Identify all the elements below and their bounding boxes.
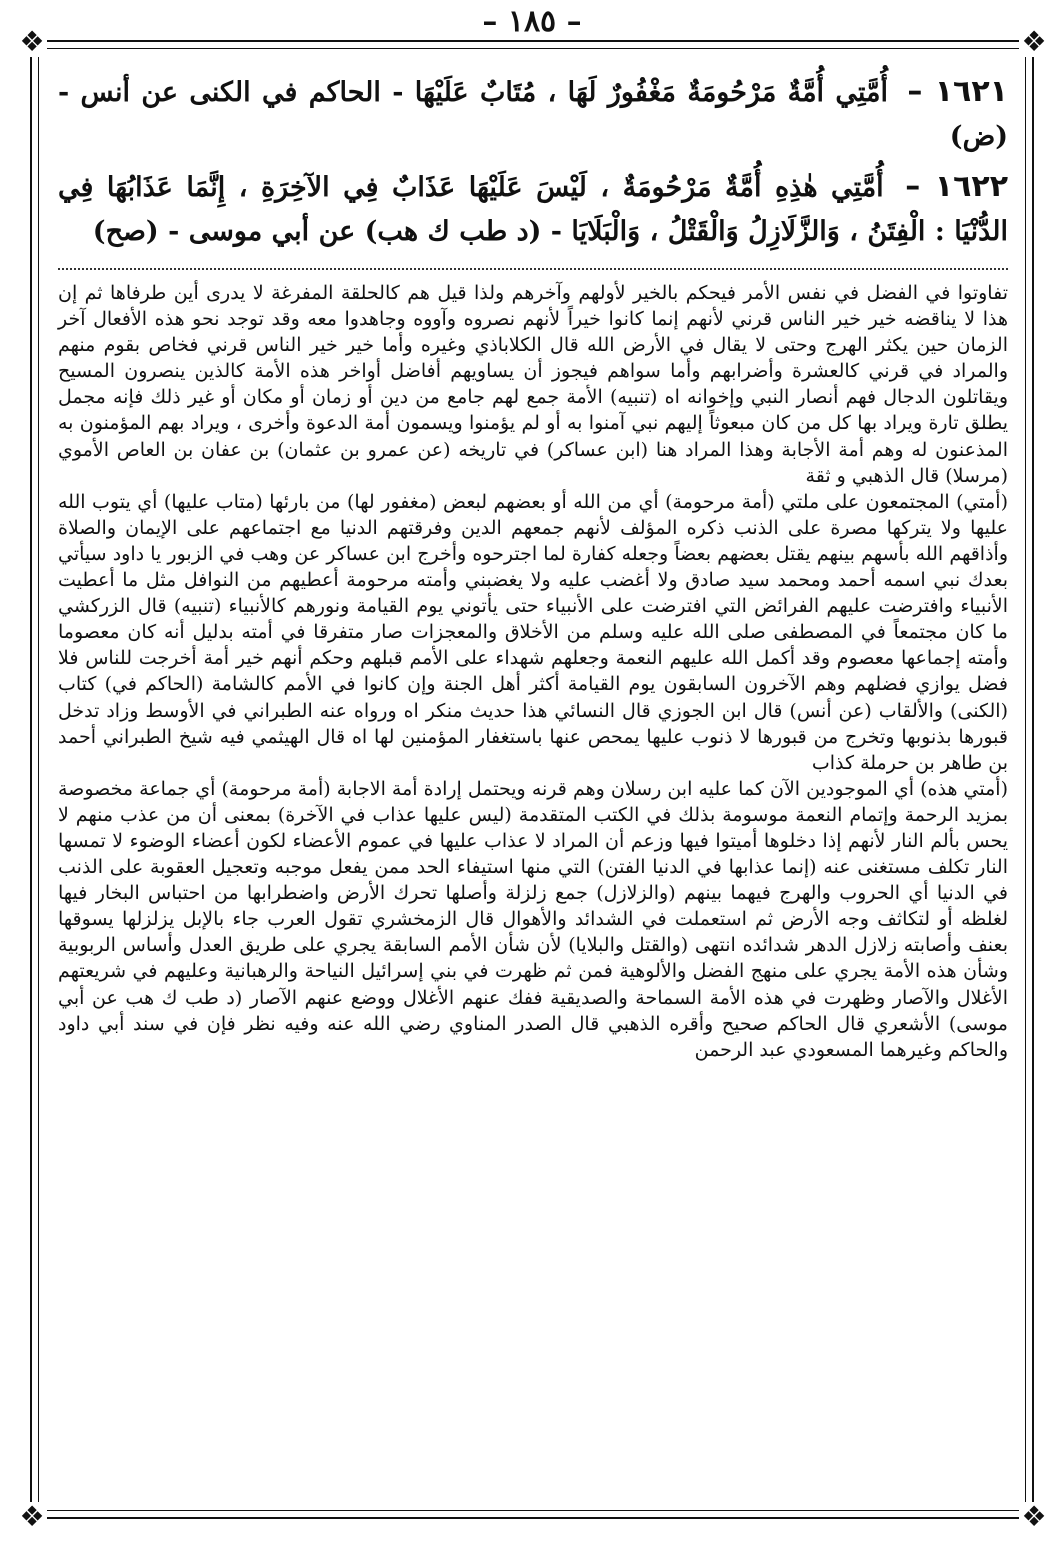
hadith-1621	[58, 70, 1008, 159]
hadith-number: ١٦٢٢ –	[905, 169, 1009, 204]
hadith-text: أُمَّتِي هٰذِهِ أُمَّةٌ مَرْحُومَةٌ ، لَيْسَ عَلَيْهَا عَذَابٌ فِي الآخِرَةِ ، إِنَّمَا عَذَابُهَا فِي الدُّنْيَا : الْفِتَنُ ، وَالزَّلَازِلُ وَالْقَتْلُ ، وَالْبَلَايَا - (د طب ك هب) عن أبي موسى - (صح)	[58, 172, 1008, 247]
hadith-1622	[58, 165, 1008, 254]
page-content	[58, 70, 1008, 1063]
commentary	[58, 280, 1008, 1063]
commentary-paragraph: (أمتي) المجتمعون على ملتي (أمة مرحومة) أي من الله أو بعضهم لبعض (مغفور لها) من بارئها (متاب عليها) أي يتوب الله عليها ولا يتركها مصرة على الذنب ذكره المؤلف لأنهم جمعهم الدين وفرقتهم الدنيا مع اجتماعهم على الإيمان والصلاة وأذاقهم الله بأسهم بينهم يقتل بعضهم بعضاً وجعله كفارة لما اجترحوه وأخرج ابن عساكر عن وهب في الزبور يا داود سيأتي بعدك نبي اسمه أحمد ومحمد سيد صادق ولا أغضب عليه ولا يغضبني وأمته مرحومة أعطيهم من النوافل مثل ما أعطيت الأنبياء وافترضت عليهم الفرائض التي افترضت على الأنبياء حتى يأتوني يوم القيامة ونورهم كالأنبياء (تنبيه) قال الزركشي ما كان مجتمعاً في المصطفى صلى الله عليه وسلم من الأخلاق والمعجزات صار متفرقا في أمته بدليل أنه كان معصوما وأمته إجماعها معصوم وقد أكمل الله عليهم النعمة وجعلهم شهداء على الأمم قبلهم وحكم أنهم خير أمة أخرجت للناس فلا فضل يوازي فضلهم وهم الآخرون السابقون يوم القيامة أكثر أهل الجنة وإن كانوا في الأمم كالشامة (الحاكم في) كتاب (الكنى) والألقاب (عن أنس) قال ابن الجوزي قال النسائي هذا حديث منكر اه ورواه عنه الطبراني في الأوسط وزاد تدخل قبورها بذنوبها وتخرج من قبورها لا ذنوب عليها يمحص عنها باستغفار المؤمنين لها اه قال الهيثمي فيه شيخ الطبراني أحمد بن طاهر بن حرملة كذاب	[58, 490, 1008, 774]
commentary-paragraph: تفاوتوا في الفضل في نفس الأمر فيحكم بالخير لأولهم وآخرهم ولذا قيل هم كالحلقة المفرغة لا يدرى أين طرفاها ثم إن هذا لا يناقضه خير خير الناس قرني لأنهم إنما كانوا خيراً لأنهم نصروه وآووه وجاهدوا معه وقد توجد نحو هذه الأفعال آخر الزمان حين يكثر الهرج وحتى لا يقال في الأرض الله قال الكلاباذي وغيره وأما خير خير الناس قرني فخاص بقوم منهم والمراد في قرني كالعشرة وأضرابهم وأما سواهم فيجوز أن يساويهم أفاضل أواخر هذه الأمة كالذين ينصرون المسيح ويقاتلون الدجال فهم أنصار النبي وإخوانه اه (تنبيه) الأمة جمع لهم جامع من دين أو زمان أو مكان أو غير ذلك فإنه مجمل يطلق تارة ويراد بها كل من كان مبعوثاً إليهم نبي آمنوا به أو لم يؤمنوا ويسمون أمة الدعوة وأخرى ، ويراد بهم المؤمنون به المذعنون له وهم أمة الأجابة وهذا المراد هنا (ابن عساكر) في تاريخه (عن عمرو بن عثمان) بن عفان بن العاص الأموي (مرسلا) قال الذهبي و ثقة	[58, 282, 1009, 487]
hadith-number: ١٦٢١ –	[907, 74, 1008, 109]
corner-ornament-icon: ❖	[17, 27, 47, 57]
hadith-text: أُمَّتِي أُمَّةٌ مَرْحُومَةٌ مَغْفُورٌ لَهَا ، مُتَابٌ عَلَيْهَا - الحاكم في الكنى عن أنس - (ض)	[58, 77, 1008, 152]
page-number: – ١٨٥ –	[482, 4, 582, 39]
corner-ornament-icon: ❖	[1019, 1502, 1049, 1532]
commentary-paragraph: (أمتي هذه) أي الموجودين الآن كما عليه ابن رسلان وهم قرنه ويحتمل إرادة أمة الاجابة (أمة مرحومة) أي جماعة مخصوصة بمزيد الرحمة وإتمام النعمة موسومة بذلك في الكتب المتقدمة (ليس عليها عذاب في الآخرة) بمعنى أن من عذب منهم لا يحس بألم النار لأنهم إذا دخلوها أميتوا فيها وزعم أن المراد لا عذاب عليها في عموم الأعضاء لكون أعضاء الوضوء لا تمسها النار تكلف مستغنى عنه (إنما عذابها في الدنيا الفتن) التي منها استيفاء الحد ممن يفعل موجبه وتعجيل العقوبة على الذنب في الدنيا أي الحروب والهرج فيهما بينهم (والزلازل) جمع زلزلة وأصلها تحرك الأرض واضطرابها من احتباس البخار فيها لغلظه أو لتكاثف وجه الأرض ثم استعملت في الشدائد والأهوال قال الزمخشري تقول العرب جاء بالإبل يزلزلها يسوقها بعنف وأصابته زلازل الدهر شدائده انتهى (والقتل والبلايا) لأن شأن الأمم السابقة يجري على طريق العدل وأساس الربوبية وشأن هذه الأمة يجري على منهج الفضل والألوهية فمن ثم ظهرت في بني إسرائيل النياحة والرهبانية وعليهم في شريعتهم الأغلال والآصار وظهرت في هذه الأمة السماحة والصديقية ففك عنهم الأغلال ووضع عنهم الآصار (د طب ك هب عن أبي موسى) الأشعري قال الحاكم صحيح وأقره الذهبي قال الصدر المناوي رضي الله عنه وفيه نظر فإن في سند أبي داود والحاكم وغيرهما المسعودي عبد الرحمن	[58, 777, 1008, 1061]
corner-ornament-icon: ❖	[1019, 27, 1049, 57]
corner-ornament-icon: ❖	[17, 1502, 47, 1532]
dotted-divider	[58, 268, 1008, 270]
